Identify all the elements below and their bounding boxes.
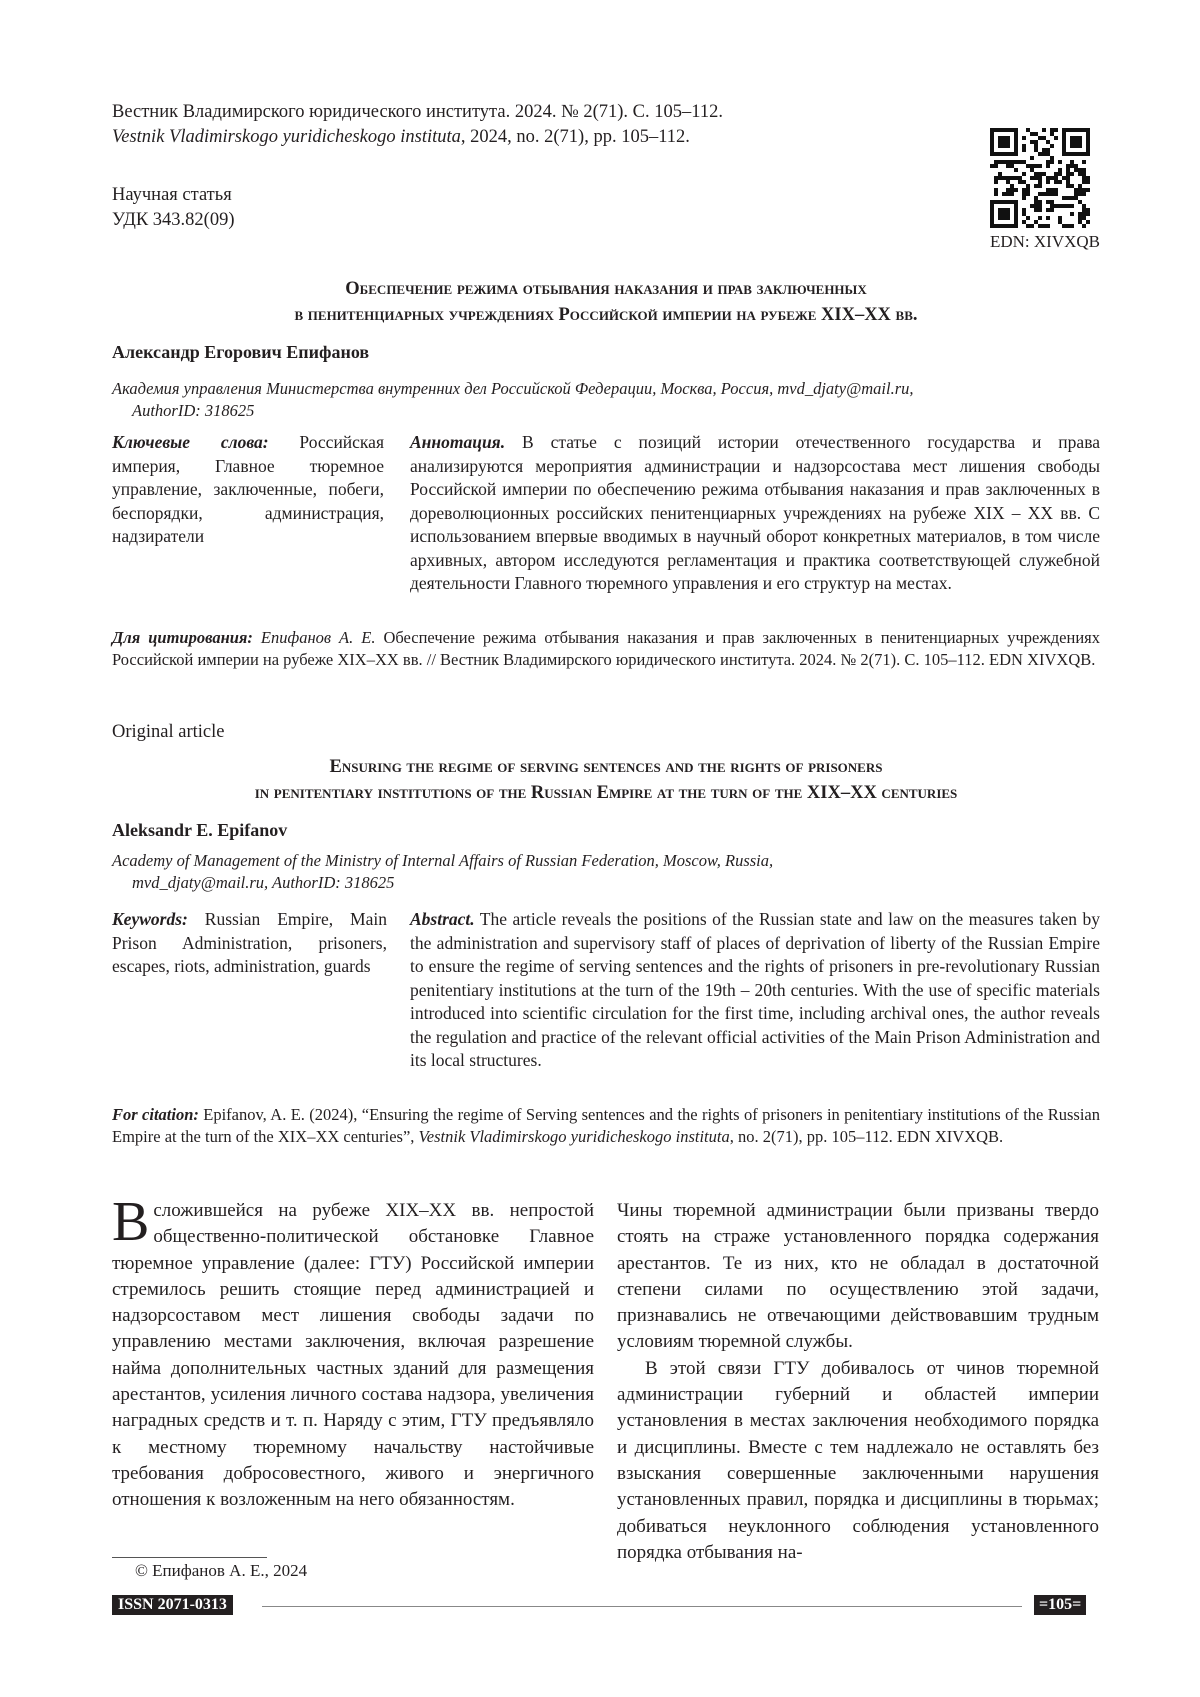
journal-ref-en (112, 125, 723, 150)
page-number: =105= (1034, 1595, 1086, 1615)
body-paragraph: Чины тюремной администрации были призваны твердо стоять на страже установленного порядка содержания арестантов. Те из них, кто не обладал в достаточной степени силами по осуществлению этой задачи, признавались не отвечающими действовавшим трудным условиям тюремной службы. (617, 1198, 1099, 1356)
keywords-en (112, 908, 387, 979)
issn-badge: ISSN 2071-0313 (112, 1595, 233, 1615)
abstract-label: Аннотация. (410, 432, 505, 452)
journal-ref-ru: Вестник Владимирского юридического института. 2024. № 2(71). С. 105–112. (112, 100, 723, 125)
keywords-text: Российская империя, Главное тюремное управление, заключенные, побеги, беспорядки, администрация, надзиратели (112, 432, 384, 546)
citation-text: Epifanov, A. E. (2024), “Ensuring the regime of Serving sentences and the rights of prisoners in penitentiary institutions of the Russian Empire at the turn of the XIX–XX centuries”, (112, 1105, 1100, 1146)
article-title-en (112, 754, 1100, 806)
udk: УДК 343.82(09) (112, 208, 235, 233)
abstract-text: The article reveals the positions of the Russian state and law on the measures taken by the administration and supervisory staff of places of deprivation of liberty of the Russian Empire to ensure the regime of serving sentences and the rights of prisoners in pre-revolutionary Russian penitentiary institutions at the turn of the 19th – 20th centuries. With the use of specific materials introduced into scientific circulation for the first time, including archival ones, the author reveals the regulation and practice of the relevant official activities of the Main Prison Administration and its local structures. (410, 909, 1100, 1070)
affiliation-line: AuthorID: 318625 (112, 400, 1102, 422)
drop-cap: В (112, 1200, 149, 1244)
citation-text: , no. 2(71), pp. 105–112. EDN XIVXQB. (730, 1127, 1003, 1146)
citation-label: Для цитирования: (112, 628, 253, 647)
edn-code: EDN: XIVXQB (970, 232, 1100, 252)
citation-text: Обеспечение режима отбывания наказания и прав заключенных в пенитенциарных учреждениях Российской империи на рубеже XIX–XX вв. // Вестник Владимирского юридического института. 2024. № 2(71). С. 105–112. EDN XIVXQB. (112, 628, 1100, 669)
affiliation-en (112, 850, 1102, 894)
abstract-ru (410, 431, 1100, 596)
footer-rule (262, 1606, 1022, 1607)
abstract-en (410, 908, 1100, 1073)
copyright-footnote: © Епифанов А. Е., 2024 (135, 1561, 307, 1581)
keywords-ru (112, 431, 384, 549)
journal-name-en: Vestnik Vladimirskogo yuridicheskogo instituta (112, 127, 461, 147)
journal-header (112, 100, 723, 150)
citation-en (112, 1104, 1100, 1148)
affiliation-line: mvd_djaty@mail.ru, AuthorID: 318625 (112, 872, 1102, 894)
title-line: Ensuring the regime of serving sentences and the rights of prisoners (112, 754, 1100, 780)
author-name-en: Aleksandr E. Epifanov (112, 820, 287, 841)
abstract-text: В статье с позиций истории отечественного государства и права анализируются мероприятия администрации и надзорсостава мест лишения свободы Российской империи по обеспечению режима отбывания наказания и прав заключенных в дореволюционных российских пенитенциарных учреждениях на рубеже XIX – XX вв. С использованием впервые вводимых в научный оборот конкретных материалов, в том числе архивных, автором исследуются регламентация и практика соответствующей служебной деятельности Главного тюремного управления и его структур на местах. (410, 432, 1100, 593)
keywords-label: Keywords: (112, 909, 188, 929)
citation-author: Епифанов А. Е. (253, 628, 376, 647)
article-title-ru (112, 276, 1100, 328)
affiliation-ru (112, 378, 1102, 422)
citation-label: For citation: (112, 1105, 199, 1124)
citation-journal: Vestnik Vladimirskogo yuridicheskogo instituta (419, 1127, 730, 1146)
keywords-text: Russian Empire, Main Prison Administration, prisoners, escapes, riots, administration, guards (112, 909, 387, 976)
qr-code (990, 128, 1090, 228)
title-line: Обеспечение режима отбывания наказания и прав заключенных (112, 276, 1100, 302)
article-type: Научная статья (112, 183, 235, 208)
article-type-en: Original article (112, 722, 225, 743)
citation-ru (112, 627, 1100, 671)
affiliation-line: Академия управления Министерства внутренних дел Российской Федерации, Москва, Россия, mvd_djaty@mail.ru, (112, 379, 914, 398)
body-column-right (617, 1198, 1099, 1566)
footnote-divider (112, 1557, 267, 1558)
title-line: в пенитенциарных учреждениях Российской империи на рубеже XIX–XX вв. (112, 302, 1100, 328)
article-meta (112, 183, 235, 233)
author-name-ru: Александр Егорович Епифанов (112, 342, 369, 363)
abstract-label: Abstract. (410, 909, 475, 929)
title-line: in penitentiary institutions of the Russian Empire at the turn of the XIX–XX centuries (112, 780, 1100, 806)
body-column-left (112, 1198, 594, 1514)
affiliation-line: Academy of Management of the Ministry of Internal Affairs of Russian Federation, Moscow, Russia, (112, 851, 773, 870)
body-paragraph: В этой связи ГТУ добивалось от чинов тюремной администрации губерний и областей империи установления в местах заключения необходимого порядка и дисциплины. Вместе с тем надлежало не оставлять без взыскания совершенные заключенными нарушения установленных правил, порядка и дисциплины в тюрьмах; добиваться неуклонного соблюдения установленного порядка отбывания на- (617, 1356, 1099, 1566)
body-paragraph: сложившейся на рубеже XIX–XX вв. непростой общественно-политической обстановке Главное тюремное управление (далее: ГТУ) Российской империи стремилось решить стоящие перед администрацией и надзорсоставом мест лишения свободы задачи по управлению местами заключения, включая разрешение найма дополнительных частных зданий для размещения арестантов, усиления личного состава надзора, увеличения наградных средств и т. п. Наряду с этим, ГТУ предъявляло к местному тюремному начальству настойчивые требования добросовестного, живого и энергичного отношения к возложенным на него обязанностям. (112, 1200, 594, 1510)
journal-issue-en: , 2024, no. 2(71), pp. 105–112. (461, 127, 690, 147)
keywords-label: Ключевые слова: (112, 432, 269, 452)
